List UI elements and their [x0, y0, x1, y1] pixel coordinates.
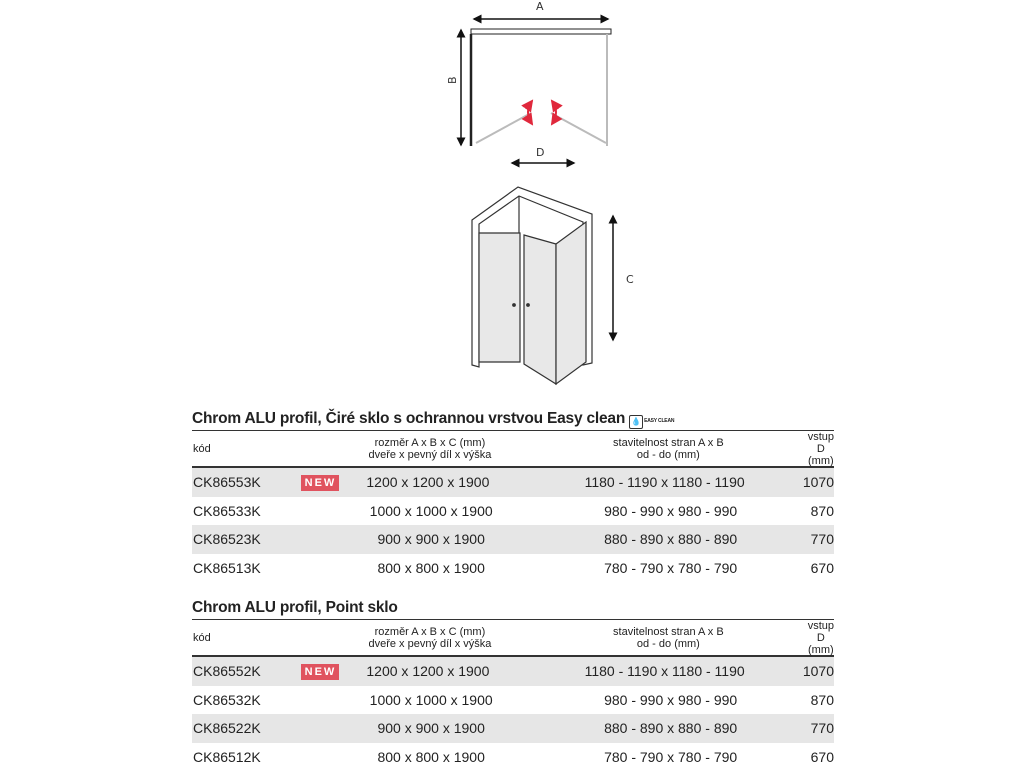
header-adjust: [499, 626, 798, 650]
header-adjust-line2: od - do (mm): [539, 638, 798, 650]
header-code: kód: [192, 443, 302, 455]
table-header: [192, 619, 834, 657]
water-drop-icon: 💧: [629, 415, 643, 429]
size: 1200 x 1200 x 1900: [359, 474, 496, 490]
product-code: CK86553K: [192, 474, 301, 490]
entry-width: 1070: [793, 663, 834, 679]
adjustability: 1180 - 1190 x 1180 - 1190: [496, 474, 792, 490]
table-row: [192, 714, 834, 743]
header-size: [361, 437, 499, 461]
size: 1000 x 1000 x 1900: [362, 503, 501, 519]
header-adjust: [499, 437, 798, 461]
section-title: [192, 408, 834, 430]
section-title: [192, 597, 834, 619]
header-adjust-line1: stavitelnost stran A x B: [539, 437, 798, 449]
section-title-text: Chrom ALU profil, Point sklo: [192, 599, 398, 616]
header-size-line2: dveře x pevný díl x výška: [361, 638, 499, 650]
product-code: CK86523K: [192, 531, 302, 547]
label-b: B: [446, 76, 459, 84]
adjustability: 780 - 790 x 780 - 790: [501, 560, 801, 576]
product-code: CK86532K: [192, 692, 302, 708]
table-row: [192, 554, 834, 583]
adjustability: 780 - 790 x 780 - 790: [501, 749, 801, 765]
product-code: CK86512K: [192, 749, 302, 765]
3d-view-diagram: [472, 187, 613, 384]
entry-width: 870: [801, 692, 834, 708]
entry-width: 770: [801, 720, 834, 736]
label-c: C: [626, 273, 634, 286]
size: 1200 x 1200 x 1900: [359, 663, 496, 679]
new-badge: NEW: [301, 475, 339, 491]
top-view-diagram: [446, 0, 611, 163]
adjustability: 880 - 890 x 880 - 890: [501, 531, 801, 547]
table-row: [192, 743, 834, 771]
table-row: [192, 525, 834, 554]
label-a: A: [536, 0, 544, 13]
product-code: CK86552K: [192, 663, 301, 679]
entry-width: 670: [801, 749, 834, 765]
entry-width: 770: [801, 531, 834, 547]
header-adjust-line1: stavitelnost stran A x B: [539, 626, 798, 638]
table-row: [192, 468, 834, 497]
header-size-line1: rozměr A x B x C (mm): [361, 626, 499, 638]
size: 800 x 800 x 1900: [362, 749, 501, 765]
header-code: kód: [192, 632, 302, 644]
label-d: D: [536, 146, 544, 159]
product-code: CK86533K: [192, 503, 302, 519]
section-title-text: Chrom ALU profil, Čiré sklo s ochrannou vrstvou Easy clean: [192, 410, 625, 427]
header-size-line1: rozměr A x B x C (mm): [361, 437, 499, 449]
table-header: [192, 430, 834, 468]
header-size: [361, 626, 499, 650]
table-row: [192, 686, 834, 715]
product-table-section: [192, 408, 834, 582]
adjustability: 1180 - 1190 x 1180 - 1190: [496, 663, 792, 679]
size: 1000 x 1000 x 1900: [362, 692, 501, 708]
size: 800 x 800 x 1900: [362, 560, 501, 576]
header-size-line2: dveře x pevný díl x výška: [361, 449, 499, 461]
product-table-section: [192, 597, 834, 771]
entry-width: 1070: [793, 474, 834, 490]
swing-arrow-icon: [552, 101, 556, 124]
header-entry: vstup D (mm): [798, 620, 834, 656]
product-code: CK86513K: [192, 560, 302, 576]
product-code: CK86522K: [192, 720, 302, 736]
entry-width: 870: [801, 503, 834, 519]
table-row: [192, 657, 834, 686]
entry-width: 670: [801, 560, 834, 576]
table-row: [192, 497, 834, 526]
easy-clean-label: EASY CLEAN: [644, 419, 674, 424]
size: 900 x 900 x 1900: [362, 531, 501, 547]
header-adjust-line2: od - do (mm): [539, 449, 798, 461]
adjustability: 980 - 990 x 980 - 990: [501, 503, 801, 519]
new-badge: NEW: [301, 664, 339, 680]
adjustability: 880 - 890 x 880 - 890: [501, 720, 801, 736]
size: 900 x 900 x 1900: [362, 720, 501, 736]
adjustability: 980 - 990 x 980 - 990: [501, 692, 801, 708]
header-entry: vstup D (mm): [798, 431, 834, 467]
